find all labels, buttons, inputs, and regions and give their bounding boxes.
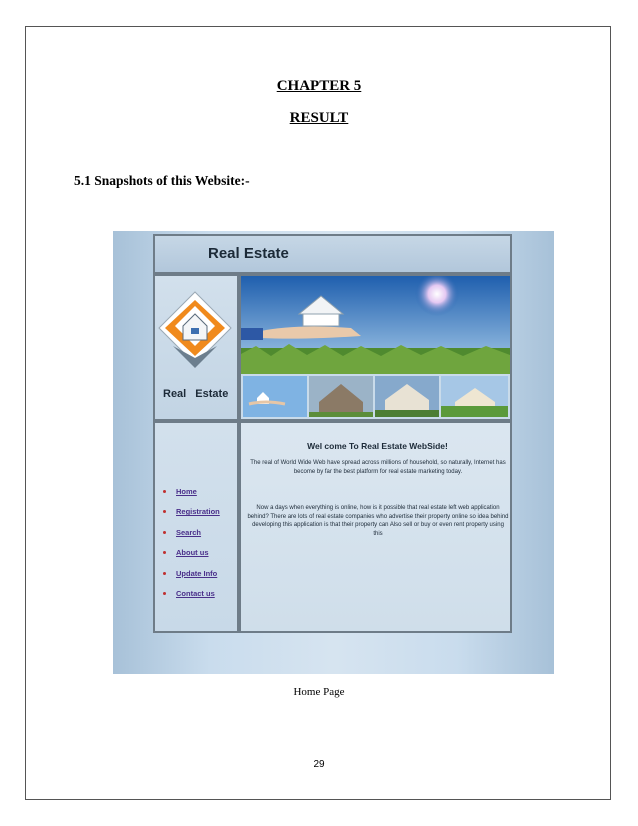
site-logo-text: Real Estate (163, 388, 229, 400)
bullet-icon (163, 510, 166, 513)
chapter-label: CHAPTER 5 (276, 78, 362, 94)
nav-item-about-us[interactable] (163, 543, 220, 564)
chapter-title: RESULT (289, 110, 349, 126)
page-number: 29 (313, 759, 325, 770)
nav-item-label: About us (176, 548, 209, 558)
nav-item-label: Home (176, 486, 197, 496)
nav-item-label: Contact us (176, 589, 215, 599)
site-header (153, 234, 512, 274)
house-logo-icon (155, 276, 241, 386)
nav-item-search[interactable] (163, 522, 220, 543)
detail-paragraph: Now a days when everything is online, how is it possible that real estate left web application behind? There are lots of real estate companies who advertise their property online so idea behind developing this application is that their property can Also sell or buy or even rent property using this (247, 505, 509, 537)
bullet-icon (163, 531, 166, 534)
section-heading: 5.1 Snapshots of this Website:- (74, 173, 250, 188)
nav-item-label: Update Info (176, 568, 218, 578)
nav-item-contact-us[interactable] (163, 584, 220, 605)
site-content-panel (239, 421, 512, 633)
site-header-title: Real Estate (208, 245, 289, 262)
nav-item-label: Search (176, 527, 202, 537)
site-nav-list (163, 481, 220, 604)
intro-paragraph: The real of World Wide Web have spread across millions of household, so naturally, Internet has become by far the best platform for real estate marketing today. (250, 460, 506, 475)
website-screenshot (113, 231, 554, 674)
figure-caption: Home Page (293, 686, 345, 698)
site-logo-panel (153, 274, 239, 421)
nav-item-label: Registration (176, 507, 220, 517)
nav-item-update-info[interactable] (163, 563, 220, 584)
nav-item-home[interactable] (163, 481, 220, 502)
site-nav-panel (153, 421, 239, 633)
banner-image (241, 276, 510, 419)
site-banner (239, 274, 512, 421)
nav-item-registration[interactable] (163, 502, 220, 523)
bullet-icon (163, 572, 166, 575)
bullet-icon (163, 551, 166, 554)
bullet-icon (163, 592, 166, 595)
bullet-icon (163, 490, 166, 493)
welcome-heading: Wel come To Real Estate WebSide! (307, 441, 448, 451)
